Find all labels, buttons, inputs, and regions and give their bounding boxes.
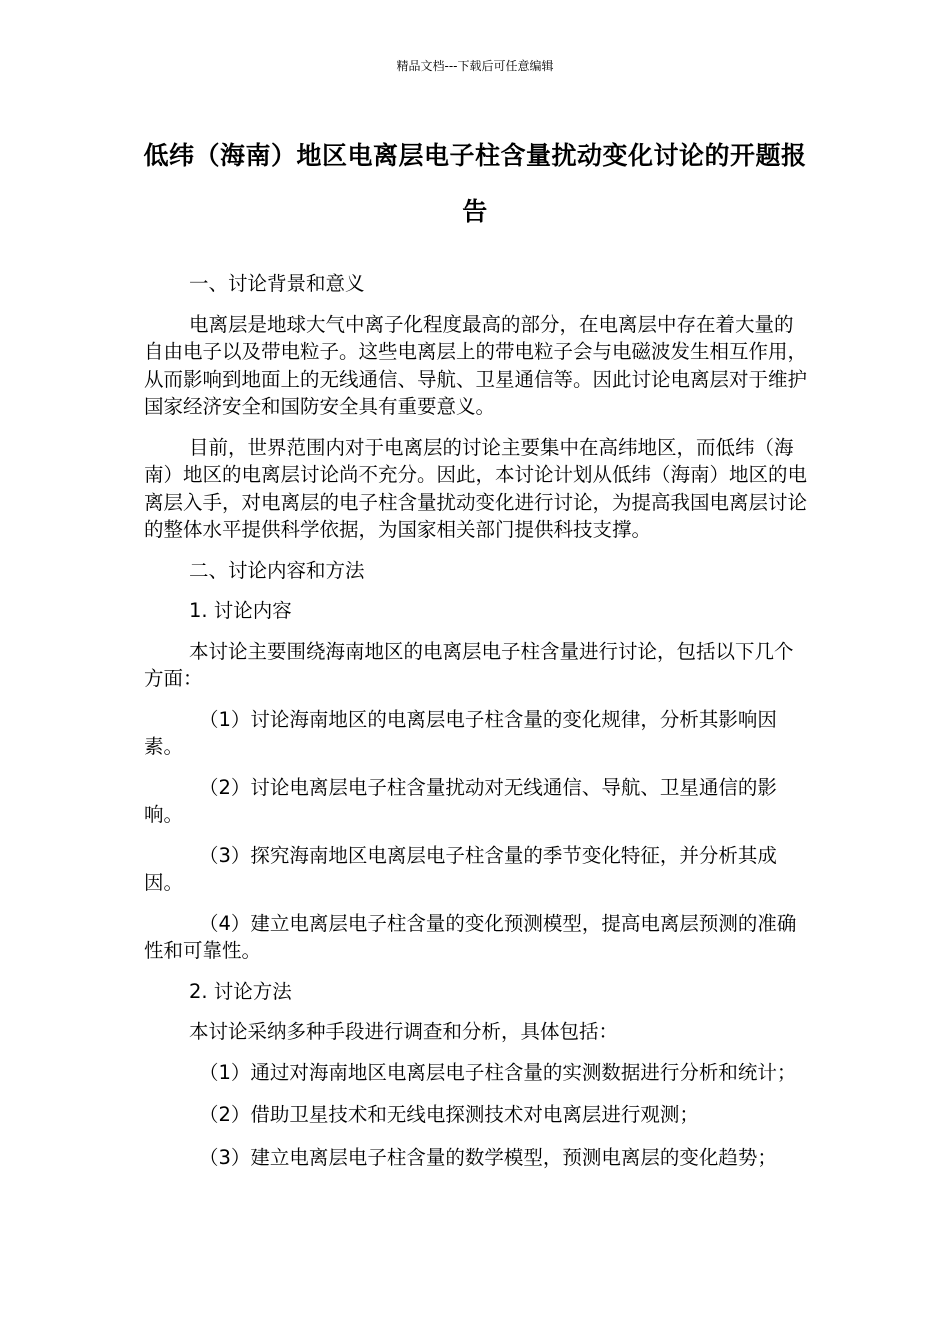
content-item-3: （3）探究海南地区电离层电子柱含量的季节变化特征，并分析其成因。 bbox=[144, 843, 777, 894]
content-item-2: （2）讨论电离层电子柱含量扰动对无线通信、导航、卫星通信的影响。 bbox=[144, 775, 777, 826]
paragraph-content-intro: 本讨论主要围绕海南地区的电离层电子柱含量进行讨论，包括以下几个方面： bbox=[144, 639, 794, 690]
subheading-method: 2. 讨论方法 bbox=[189, 979, 292, 1003]
content-item-1: （1）讨论海南地区的电离层电子柱含量的变化规律，分析其影响因素。 bbox=[144, 707, 777, 758]
method-item-3: （3）建立电离层电子柱含量的数学模型，预测电离层的变化趋势； bbox=[199, 1145, 777, 1169]
section-heading-background: 一、讨论背景和意义 bbox=[189, 272, 365, 295]
paragraph-method-intro: 本讨论采纳多种手段进行调查和分析，具体包括： bbox=[189, 1020, 619, 1043]
paragraph-background-2: 目前，世界范围内对于电离层的讨论主要集中在高纬地区，而低纬（海南）地区的电离层讨论尚不充分。因此，本讨论计划从低纬（海南）地区的电离层入手，对电离层的电子柱含量扰动变化进行讨论，为提高我国电离层讨论的整体水平提供科学依据，为国家相关部门提供科技支撑。 bbox=[144, 435, 808, 541]
document-body bbox=[144, 270, 808, 1186]
method-item-2: （2）借助卫星技术和无线电探测技术对电离层进行观测； bbox=[199, 1103, 699, 1126]
page-header: 精品文档---下载后可任意编辑 bbox=[396, 59, 554, 73]
subheading-content: 1. 讨论内容 bbox=[189, 599, 292, 622]
paragraph-background-1: 电离层是地球大气中离子化程度最高的部分，在电离层中存在着大量的自由电子以及带电粒子。这些电离层上的带电粒子会与电磁波发生相互作用，从而影响到地面上的无线通信、导航、卫星通信等。因此讨论电离层对于维护国家经济安全和国防安全具有重要意义。 bbox=[144, 312, 808, 418]
method-item-1: （1）通过对海南地区电离层电子柱含量的实测数据进行分析和统计； bbox=[199, 1060, 797, 1084]
document-title: 低纬（海南）地区电离层电子柱含量扰动变化讨论的开题报告 bbox=[143, 141, 807, 226]
section-heading-content-method: 二、讨论内容和方法 bbox=[189, 558, 365, 582]
content-item-4: （4）建立电离层电子柱含量的变化预测模型，提高电离层预测的准确性和可靠性。 bbox=[144, 911, 797, 962]
